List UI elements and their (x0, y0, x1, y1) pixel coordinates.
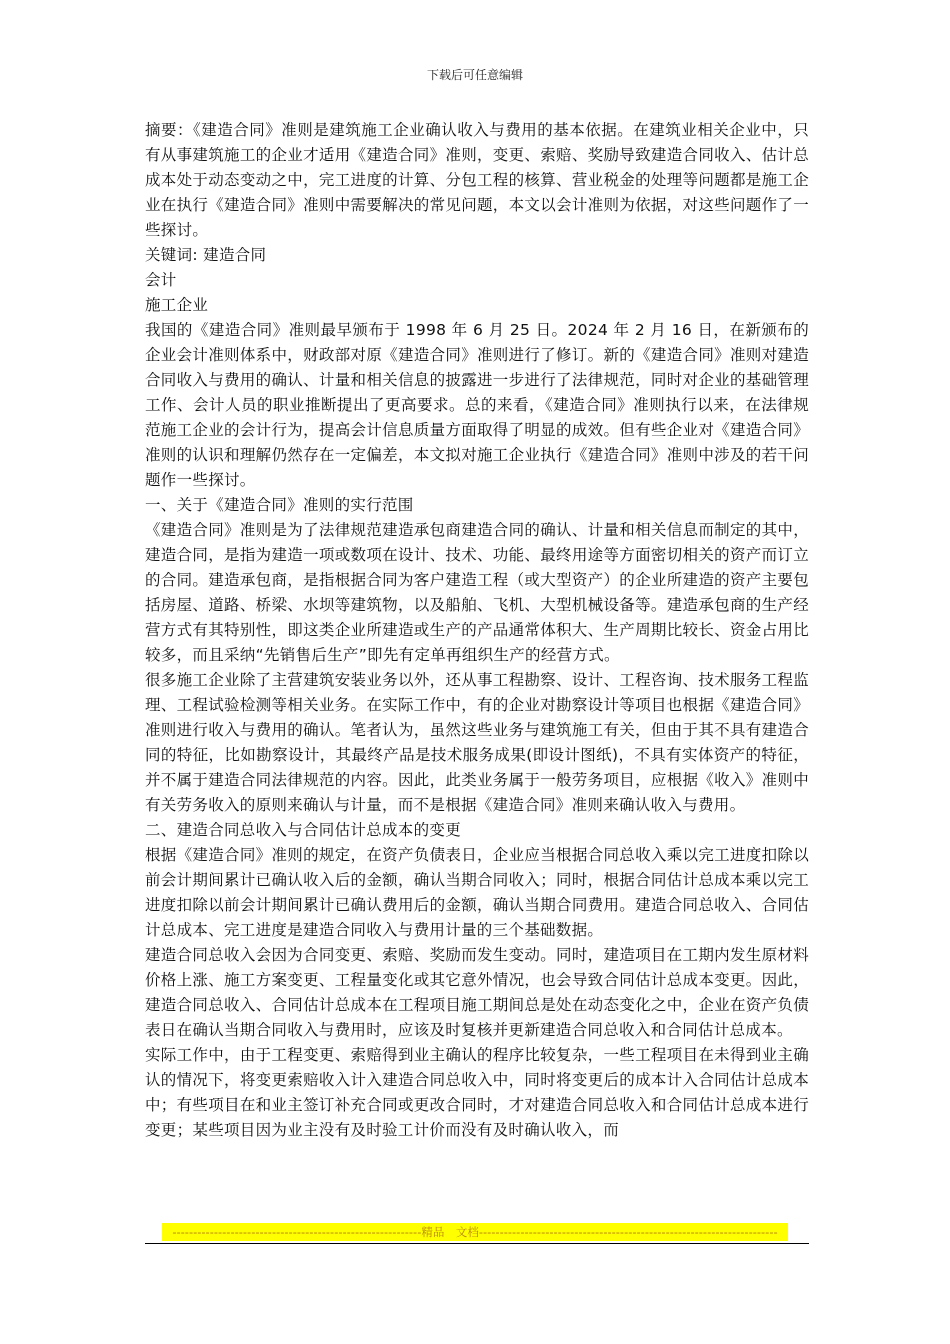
footer-banner: ------------------------------------------------------------精品 文档------------------------------------------------------------------------ (162, 1223, 788, 1241)
document-body (145, 118, 809, 1143)
abstract-paragraph: 摘要：《建造合同》准则是建筑施工企业确认收入与费用的基本依据。在建筑业相关企业中，只有从事建筑施工的企业才适用《建造合同》准则，变更、索赔、奖励导致建造合同收入、估计总成本处于动态变动之中，完工进度的计算、分包工程的核算、营业税金的处理等问题都是施工企业在执行《建造合同》准则中需要解决的常见问题，本文以会计准则为依据，对这些问题作了一些探讨。 (145, 121, 809, 239)
body-paragraph: 《建造合同》准则是为了法律规范建造承包商建造合同的确认、计量和相关信息而制定的其中，建造合同，是指为建造一项或数项在设计、技术、功能、最终用途等方面密切相关的资产而订立的合同。建造承包商，是指根据合同为客户建造工程（或大型资产）的企业所建造的资产主要包括房屋、道路、桥梁、水坝等建筑物，以及船舶、飞机、大型机械设备等。建造承包商的生产经营方式有其特别性，即这类企业所建造或生产的产品通常体积大、生产周期比较长、资金占用比较多，而且采纳“先销售后生产”即先有定单再组织生产的经营方式。 (145, 521, 809, 664)
section-heading: 一、关于《建造合同》准则的实行范围 (145, 496, 414, 514)
body-paragraph: 根据《建造合同》准则的规定，在资产负债表日，企业应当根据合同总收入乘以完工进度扣除以前会计期间累计已确认收入后的金额，确认当期合同收入；同时，根据合同估计总成本乘以完工进度扣除以前会计期间累计已确认费用后的金额，确认当期合同费用。建造合同总收入、合同估计总成本、完工进度是建造合同收入与费用计量的三个基础数据。 (145, 846, 809, 939)
body-paragraph: 建造合同总收入会因为合同变更、索赔、奖励而发生变动。同时，建造项目在工期内发生原材料价格上涨、施工方案变更、工程量变化或其它意外情况，也会导致合同估计总成本变更。因此，建造合同总收入、合同估计总成本在工程项目施工期间总是处在动态变化之中，企业在资产负债表日在确认当期合同收入与费用时，应该及时复核并更新建造合同总收入和合同估计总成本。 (145, 946, 809, 1039)
body-paragraph: 实际工作中，由于工程变更、索赔得到业主确认的程序比较复杂，一些工程项目在未得到业主确认的情况下，将变更索赔收入计入建造合同总收入中，同时将变更后的成本计入合同估计总成本中；有些项目在和业主签订补充合同或更改合同时，才对建造合同总收入和合同估计总成本进行变更；某些项目因为业主没有及时验工计价而没有及时确认收入，而 (145, 1046, 809, 1139)
keyword-line: 会计 (145, 271, 177, 289)
keyword-line: 施工企业 (145, 296, 209, 314)
footer-divider (145, 1243, 809, 1244)
body-paragraph: 我国的《建造合同》准则最早颁布于 1998 年 6 月 25 日。2024 年 2 月 16 日，在新颁布的企业会计准则体系中，财政部对原《建造合同》准则进行了修订。新的《建造合同》准则对建造合同收入与费用的确认、计量和相关信息的披露进一步进行了法律规范，同时对企业的基础管理工作、会计人员的职业推断提出了更高要求。总的来看，《建造合同》准则执行以来，在法律规范施工企业的会计行为，提高会计信息质量方面取得了明显的成效。但有些企业对《建造合同》准则的认识和理解仍然存在一定偏差，本文拟对施工企业执行《建造合同》准则中涉及的若干问题作一些探讨。 (145, 321, 809, 489)
body-paragraph: 很多施工企业除了主营建筑安装业务以外，还从事工程勘察、设计、工程咨询、技术服务工程监理、工程试验检测等相关业务。在实际工作中，有的企业对勘察设计等项目也根据《建造合同》准则进行收入与费用的确认。笔者认为，虽然这些业务与建筑施工有关，但由于其不具有建造合同的特征，比如勘察设计，其最终产品是技术服务成果(即设计图纸)，不具有实体资产的特征，并不属于建造合同法律规范的内容。因此，此类业务属于一般劳务项目，应根据《收入》准则中有关劳务收入的原则来确认与计量，而不是根据《建造合同》准则来确认收入与费用。 (145, 671, 809, 814)
keywords-line: 关键词: 建造合同 (145, 246, 267, 264)
section-heading: 二、建造合同总收入与合同估计总成本的变更 (145, 821, 462, 839)
page-header-note: 下载后可任意编辑 (426, 68, 523, 82)
